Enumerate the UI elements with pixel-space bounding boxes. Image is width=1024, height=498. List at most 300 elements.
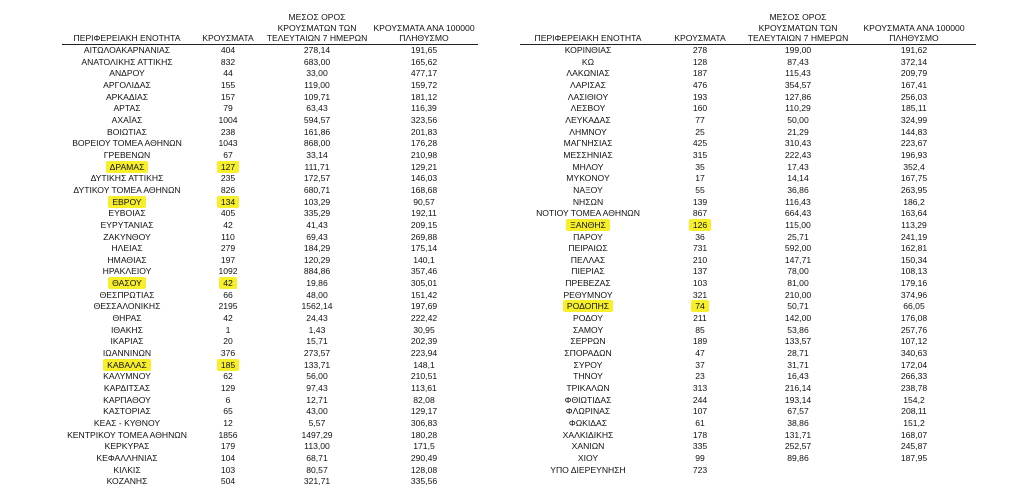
avg7-cell bbox=[264, 301, 370, 313]
per100k-cell-text: 256,03 bbox=[900, 91, 928, 102]
cases-cell bbox=[192, 103, 264, 115]
avg7-cell-text: 119,00 bbox=[304, 79, 330, 90]
region-cell-text: ΛΕΣΒΟΥ bbox=[570, 103, 606, 114]
cases-cell-text: 104 bbox=[220, 452, 236, 463]
avg7-cell-text: 184,29 bbox=[303, 243, 331, 254]
table-row bbox=[520, 430, 976, 442]
cases-cell bbox=[192, 406, 264, 418]
avg7-cell-text: 1497,29 bbox=[301, 429, 333, 440]
per100k-cell bbox=[370, 406, 478, 418]
cases-cell-text: 6 bbox=[225, 394, 231, 405]
region-cell bbox=[62, 441, 192, 453]
avg7-cell bbox=[744, 290, 852, 302]
cases-cell-text: 404 bbox=[220, 45, 236, 55]
avg7-cell bbox=[264, 371, 370, 383]
avg7-cell bbox=[744, 243, 852, 255]
per100k-cell bbox=[852, 80, 976, 92]
per100k-cell-text: 257,76 bbox=[900, 324, 928, 335]
region-cell bbox=[62, 406, 192, 418]
table-row bbox=[520, 395, 976, 407]
region-cell bbox=[520, 197, 656, 209]
per100k-cell bbox=[370, 68, 478, 80]
avg7-cell-text: 133,71 bbox=[303, 359, 331, 370]
region-cell bbox=[520, 255, 656, 267]
per100k-cell bbox=[852, 441, 976, 453]
per100k-cell-text: 146,03 bbox=[410, 173, 438, 184]
region-cell-text: ΦΩΚΙΔΑΣ bbox=[568, 418, 608, 428]
table-row bbox=[520, 138, 976, 150]
table-row bbox=[520, 115, 976, 127]
cases-cell-text: 110 bbox=[221, 231, 235, 242]
header-avg7-line1: ΜΕΣΟΣ ΟΡΟΣ bbox=[288, 12, 346, 23]
per100k-cell bbox=[852, 453, 976, 465]
per100k-cell-text: 82,08 bbox=[413, 394, 435, 405]
avg7-cell bbox=[744, 162, 852, 174]
per100k-cell-text: 163,64 bbox=[900, 208, 928, 219]
region-cell bbox=[520, 150, 656, 162]
cases-cell bbox=[656, 220, 744, 232]
avg7-cell-text: 210,00 bbox=[784, 289, 812, 300]
cases-cell bbox=[656, 301, 744, 313]
cases-cell-text: 476 bbox=[692, 79, 708, 90]
avg7-cell-text: 97,43 bbox=[306, 383, 328, 394]
region-cell-text: ΧΙΟΥ bbox=[577, 452, 599, 463]
avg7-cell bbox=[744, 127, 852, 139]
region-cell-text: ΡΕΘΥΜΝΟΥ bbox=[563, 289, 613, 300]
cases-cell bbox=[656, 360, 744, 372]
per100k-cell-text: 374,96 bbox=[900, 289, 928, 300]
avg7-cell-text: 115,43 bbox=[785, 68, 811, 79]
per100k-cell bbox=[370, 441, 478, 453]
per100k-cell bbox=[370, 243, 478, 255]
per100k-cell-text: 168,68 bbox=[410, 184, 438, 195]
table-row bbox=[520, 371, 976, 383]
per100k-cell bbox=[852, 45, 976, 57]
cases-cell bbox=[656, 127, 744, 139]
avg7-cell bbox=[264, 336, 370, 348]
table-row bbox=[520, 220, 976, 232]
cases-cell-text: 17 bbox=[695, 173, 705, 184]
region-cell bbox=[520, 45, 656, 57]
region-cell bbox=[520, 103, 656, 115]
per100k-cell bbox=[370, 115, 478, 127]
avg7-cell bbox=[744, 465, 852, 477]
per100k-cell bbox=[370, 395, 478, 407]
region-cell bbox=[520, 185, 656, 197]
cases-cell bbox=[192, 336, 264, 348]
table-row bbox=[62, 360, 478, 372]
per100k-cell-text: 148,1 bbox=[413, 359, 435, 370]
table-row bbox=[62, 453, 478, 465]
per100k-cell-text: 208,11 bbox=[901, 406, 927, 417]
cases-cell bbox=[192, 162, 264, 174]
avg7-cell bbox=[264, 418, 370, 430]
table-row bbox=[62, 255, 478, 267]
per100k-cell-text: 167,75 bbox=[900, 173, 928, 184]
table-row bbox=[62, 232, 478, 244]
cases-cell-text: 103 bbox=[692, 278, 708, 289]
table-row bbox=[62, 418, 478, 430]
per100k-cell-text: 241,19 bbox=[900, 231, 928, 242]
header-avg7-line2: ΚΡΟΥΣΜΑΤΩΝ ΤΩΝ bbox=[277, 22, 357, 33]
region-cell-text: ΠΕΙΡΑΙΩΣ bbox=[568, 243, 608, 254]
per100k-cell bbox=[370, 185, 478, 197]
table-row bbox=[520, 45, 976, 57]
cases-cell bbox=[192, 185, 264, 197]
cases-cell bbox=[656, 266, 744, 278]
cases-cell bbox=[656, 45, 744, 57]
header-avg7 bbox=[744, 0, 852, 45]
avg7-cell bbox=[264, 45, 370, 57]
avg7-cell-text: 33,14 bbox=[306, 149, 328, 160]
cases-cell-text: 279 bbox=[220, 243, 236, 254]
per100k-cell-text: 324,99 bbox=[900, 114, 928, 125]
per100k-cell bbox=[852, 255, 976, 267]
avg7-cell bbox=[744, 301, 852, 313]
region-cell bbox=[62, 127, 192, 139]
cases-cell bbox=[656, 115, 744, 127]
avg7-cell-text: 147,71 bbox=[784, 254, 812, 265]
per100k-cell bbox=[852, 68, 976, 80]
region-cell bbox=[62, 395, 192, 407]
region-cell-text: ΚΑΣΤΟΡΙΑΣ bbox=[103, 406, 151, 417]
cases-cell-text: 425 bbox=[692, 138, 708, 149]
table-row bbox=[62, 115, 478, 127]
cases-cell bbox=[656, 336, 744, 348]
avg7-cell-text: 199,00 bbox=[784, 45, 812, 55]
avg7-cell bbox=[264, 68, 370, 80]
cases-cell bbox=[656, 103, 744, 115]
cases-cell-text: 189 bbox=[692, 336, 708, 347]
table-row bbox=[520, 465, 976, 477]
cases-cell-text: 20 bbox=[223, 336, 233, 347]
region-cell-text: ΛΗΜΝΟΥ bbox=[569, 126, 607, 137]
cases-cell-text: 238 bbox=[220, 126, 236, 137]
avg7-cell bbox=[264, 127, 370, 139]
per100k-cell bbox=[370, 371, 478, 383]
cases-cell-text: 37 bbox=[695, 359, 705, 370]
per100k-cell-text: 352,4 bbox=[903, 161, 925, 172]
per100k-cell bbox=[370, 301, 478, 313]
table-row bbox=[62, 68, 478, 80]
per100k-cell-text: 477,17 bbox=[410, 68, 438, 79]
avg7-cell-text: 53,86 bbox=[787, 324, 809, 335]
cases-cell-text: 55 bbox=[695, 184, 705, 195]
region-cell-text: ΗΜΑΘΙΑΣ bbox=[107, 254, 147, 265]
cases-cell bbox=[192, 255, 264, 267]
per100k-cell-text: 181,12 bbox=[410, 91, 438, 102]
region-cell-text: ΛΕΥΚΑΔΑΣ bbox=[565, 114, 611, 125]
avg7-cell bbox=[744, 255, 852, 267]
avg7-cell-text: 109,71 bbox=[303, 91, 331, 102]
avg7-cell-text: 5,57 bbox=[308, 418, 326, 428]
cases-cell bbox=[656, 243, 744, 255]
avg7-cell-text: 43,00 bbox=[306, 406, 328, 417]
avg7-cell-text: 868,00 bbox=[303, 138, 331, 149]
cases-cell-text: 1856 bbox=[218, 429, 238, 440]
per100k-cell bbox=[370, 127, 478, 139]
per100k-cell-text: 129,17 bbox=[410, 406, 438, 417]
avg7-cell bbox=[264, 406, 370, 418]
per100k-cell-text: 210,51 bbox=[410, 371, 438, 382]
per100k-cell bbox=[370, 150, 478, 162]
avg7-cell bbox=[264, 220, 370, 232]
avg7-cell bbox=[744, 197, 852, 209]
per100k-cell bbox=[852, 185, 976, 197]
cases-cell-text: 65 bbox=[223, 406, 233, 417]
avg7-cell-text: 594,57 bbox=[303, 114, 331, 125]
per100k-cell-text: 90,57 bbox=[413, 196, 435, 207]
region-cell-text: ΠΙΕΡΙΑΣ bbox=[571, 266, 605, 277]
region-cell-text: ΚΑΒΑΛΑΣ bbox=[103, 359, 151, 371]
region-cell-text: ΠΕΛΛΑΣ bbox=[570, 254, 606, 265]
avg7-cell bbox=[264, 313, 370, 325]
per100k-cell bbox=[370, 476, 478, 488]
cases-cell bbox=[656, 383, 744, 395]
table-row bbox=[62, 173, 478, 185]
cases-cell bbox=[656, 348, 744, 360]
avg7-cell bbox=[264, 115, 370, 127]
region-cell-text: ΧΑΝΙΩΝ bbox=[571, 441, 605, 452]
per100k-cell-text: 165,62 bbox=[410, 56, 438, 67]
region-cell bbox=[62, 255, 192, 267]
avg7-cell-text: 81,00 bbox=[787, 278, 809, 289]
per100k-cell bbox=[852, 383, 976, 395]
region-cell-text: ΚΑΡΠΑΘΟΥ bbox=[103, 394, 151, 405]
avg7-cell-text: 28,71 bbox=[787, 348, 809, 359]
region-cell-text: ΗΡΑΚΛΕΙΟΥ bbox=[102, 266, 152, 277]
region-cell bbox=[62, 173, 192, 185]
avg7-cell-text: 25,71 bbox=[787, 231, 809, 242]
region-cell bbox=[62, 360, 192, 372]
region-cell-text: ΖΑΚΥΝΘΟΥ bbox=[103, 231, 151, 242]
cases-cell-text: 42 bbox=[223, 219, 233, 230]
avg7-cell bbox=[264, 208, 370, 220]
region-cell-text: ΛΑΣΙΘΙΟΥ bbox=[567, 91, 609, 102]
cases-cell-text: 197 bbox=[220, 254, 236, 265]
avg7-cell-text: 193,14 bbox=[784, 394, 812, 405]
region-cell-text: ΒΟΡΕΙΟΥ ΤΟΜΕΑ ΑΘΗΝΩΝ bbox=[72, 138, 182, 149]
avg7-cell bbox=[744, 441, 852, 453]
region-cell-text: ΣΥΡΟΥ bbox=[573, 359, 603, 370]
cases-cell bbox=[656, 173, 744, 185]
region-cell bbox=[62, 162, 192, 174]
cases-cell-text: 179 bbox=[220, 441, 236, 452]
region-cell bbox=[520, 441, 656, 453]
avg7-cell-text: 78,00 bbox=[787, 266, 809, 277]
per100k-cell bbox=[852, 232, 976, 244]
region-cell-text: ΞΑΝΘΗΣ bbox=[566, 219, 610, 231]
header-row bbox=[62, 0, 478, 45]
table-row bbox=[62, 290, 478, 302]
avg7-cell bbox=[744, 348, 852, 360]
per100k-cell-text: 108,13 bbox=[900, 266, 928, 277]
region-cell bbox=[62, 185, 192, 197]
avg7-cell-text: 116,43 bbox=[785, 196, 811, 207]
per100k-cell bbox=[370, 80, 478, 92]
cases-cell bbox=[192, 441, 264, 453]
per100k-cell-text: 151,42 bbox=[410, 289, 438, 300]
avg7-cell bbox=[264, 476, 370, 488]
region-cell-text: ΛΑΡΙΣΑΣ bbox=[570, 79, 606, 90]
region-cell-text: ΣΑΜΟΥ bbox=[572, 324, 604, 335]
region-cell-text: ΤΗΝΟΥ bbox=[573, 371, 603, 382]
per100k-cell-text: 113,61 bbox=[411, 383, 437, 394]
table-row bbox=[520, 197, 976, 209]
per100k-cell-text: 209,79 bbox=[900, 68, 928, 79]
region-cell-text: ΜΕΣΣΗΝΙΑΣ bbox=[563, 149, 613, 160]
avg7-cell-text: 133,57 bbox=[784, 336, 812, 347]
avg7-cell bbox=[744, 232, 852, 244]
cases-cell bbox=[192, 430, 264, 442]
region-cell bbox=[62, 57, 192, 69]
per100k-cell-text: 116,39 bbox=[411, 103, 437, 114]
region-cell bbox=[62, 115, 192, 127]
cases-cell-text: 129 bbox=[220, 383, 236, 394]
avg7-cell bbox=[744, 360, 852, 372]
cases-cell-text: 1092 bbox=[218, 266, 238, 277]
region-cell bbox=[520, 383, 656, 395]
region-cell-text: ΙΘΑΚΗΣ bbox=[111, 324, 143, 335]
cases-cell bbox=[656, 395, 744, 407]
avg7-cell-text: 110,29 bbox=[785, 103, 811, 114]
table-row bbox=[520, 278, 976, 290]
per100k-cell bbox=[852, 278, 976, 290]
per100k-cell bbox=[852, 266, 976, 278]
avg7-cell bbox=[744, 150, 852, 162]
per100k-cell bbox=[370, 278, 478, 290]
region-cell bbox=[62, 92, 192, 104]
cases-cell bbox=[656, 453, 744, 465]
per100k-cell-text: 30,95 bbox=[413, 324, 435, 335]
avg7-cell-text: 80,57 bbox=[306, 464, 328, 475]
cases-cell bbox=[192, 127, 264, 139]
header-avg7-line2: ΚΡΟΥΣΜΑΤΩΝ ΤΩΝ bbox=[758, 22, 838, 33]
avg7-cell bbox=[264, 278, 370, 290]
region-cell-text: ΚΕΦΑΛΛΗΝΙΑΣ bbox=[96, 452, 158, 463]
cases-cell-text: 315 bbox=[692, 149, 708, 160]
cases-cell-text: 74 bbox=[691, 300, 709, 312]
table-row bbox=[62, 441, 478, 453]
avg7-cell-text: 113,00 bbox=[304, 441, 330, 452]
header-cases: ΚΡΟΥΣΜΑΤΑ bbox=[674, 33, 726, 44]
cases-cell-text: 2195 bbox=[218, 301, 238, 312]
table-row bbox=[520, 301, 976, 313]
table-row bbox=[62, 80, 478, 92]
avg7-cell-text: 12,71 bbox=[306, 394, 328, 405]
cases-cell bbox=[656, 57, 744, 69]
per100k-cell-text: 113,29 bbox=[901, 219, 927, 230]
avg7-cell bbox=[744, 430, 852, 442]
avg7-cell bbox=[264, 197, 370, 209]
avg7-cell-text: 16,43 bbox=[787, 371, 809, 382]
avg7-cell-text: 127,86 bbox=[784, 91, 812, 102]
cases-cell-text: 504 bbox=[220, 476, 236, 487]
right-table-panel bbox=[520, 0, 976, 476]
per100k-cell-text: 202,39 bbox=[410, 336, 438, 347]
header-per100k-line1: ΚΡΟΥΣΜΑΤΑ ΑΝΑ 100000 bbox=[373, 22, 475, 33]
cases-cell-text: 36 bbox=[695, 231, 705, 242]
region-cell bbox=[520, 325, 656, 337]
region-cell bbox=[520, 173, 656, 185]
per100k-cell-text: 185,11 bbox=[901, 103, 927, 114]
avg7-cell-text: 354,57 bbox=[784, 79, 812, 90]
per100k-cell-text: 197,69 bbox=[410, 301, 438, 312]
region-cell bbox=[62, 138, 192, 150]
per100k-cell bbox=[852, 290, 976, 302]
region-cell-text: ΑΝΔΡΟΥ bbox=[109, 68, 145, 79]
region-cell-text: ΔΥΤΙΚΟΥ ΤΟΜΕΑ ΑΘΗΝΩΝ bbox=[73, 184, 181, 195]
region-cell bbox=[62, 220, 192, 232]
region-cell bbox=[62, 348, 192, 360]
per100k-cell-text: 209,15 bbox=[410, 219, 438, 230]
cases-cell bbox=[192, 197, 264, 209]
table-row bbox=[62, 138, 478, 150]
cases-cell bbox=[192, 173, 264, 185]
per100k-cell bbox=[370, 348, 478, 360]
region-cell-text: ΑΧΑΪΑΣ bbox=[111, 114, 143, 125]
region-cell bbox=[62, 290, 192, 302]
left-table-panel bbox=[62, 0, 478, 488]
region-cell bbox=[520, 348, 656, 360]
per100k-cell-text: 290,49 bbox=[410, 452, 438, 463]
region-cell bbox=[520, 220, 656, 232]
table-row bbox=[62, 430, 478, 442]
header-avg7 bbox=[264, 0, 370, 45]
cases-cell bbox=[656, 465, 744, 477]
cases-cell-text: 42 bbox=[223, 313, 233, 324]
per100k-cell bbox=[370, 57, 478, 69]
region-cell-text: ΘΑΣΟΥ bbox=[108, 277, 146, 289]
cases-cell bbox=[656, 325, 744, 337]
cases-cell-text: 79 bbox=[223, 103, 233, 114]
per100k-cell-text: 192,11 bbox=[411, 208, 437, 219]
table-row bbox=[520, 313, 976, 325]
avg7-cell-text: 335,29 bbox=[303, 208, 331, 219]
per100k-cell-text: 191,62 bbox=[900, 45, 928, 55]
per100k-cell-text: 180,28 bbox=[410, 429, 438, 440]
cases-cell-text: 832 bbox=[220, 56, 236, 67]
region-cell-text: ΚΟΖΑΝΗΣ bbox=[106, 476, 148, 487]
cases-cell bbox=[656, 232, 744, 244]
region-cell-text: ΕΥΒΟΙΑΣ bbox=[108, 208, 146, 219]
avg7-cell bbox=[264, 103, 370, 115]
avg7-cell bbox=[744, 336, 852, 348]
table-row bbox=[62, 103, 478, 115]
per100k-cell bbox=[370, 430, 478, 442]
per100k-cell bbox=[370, 290, 478, 302]
table-row bbox=[520, 383, 976, 395]
per100k-cell-text: 306,83 bbox=[410, 418, 438, 428]
cases-cell-text: 155 bbox=[220, 79, 236, 90]
table-row bbox=[520, 453, 976, 465]
per100k-cell-text: 175,14 bbox=[410, 243, 438, 254]
avg7-cell-text: 69,43 bbox=[306, 231, 328, 242]
per100k-cell-text: 168,07 bbox=[900, 429, 928, 440]
avg7-cell-text: 120,29 bbox=[303, 254, 331, 265]
cases-cell bbox=[656, 68, 744, 80]
cases-cell bbox=[192, 208, 264, 220]
cases-cell-text: 335 bbox=[692, 441, 708, 452]
region-cell-text: ΡΟΔΟΥ bbox=[573, 313, 603, 324]
cases-cell bbox=[192, 348, 264, 360]
region-cell bbox=[520, 430, 656, 442]
cases-cell bbox=[656, 162, 744, 174]
region-cell-text: ΒΟΙΩΤΙΑΣ bbox=[107, 126, 147, 137]
table-row bbox=[520, 348, 976, 360]
region-cell bbox=[520, 80, 656, 92]
avg7-cell bbox=[744, 185, 852, 197]
